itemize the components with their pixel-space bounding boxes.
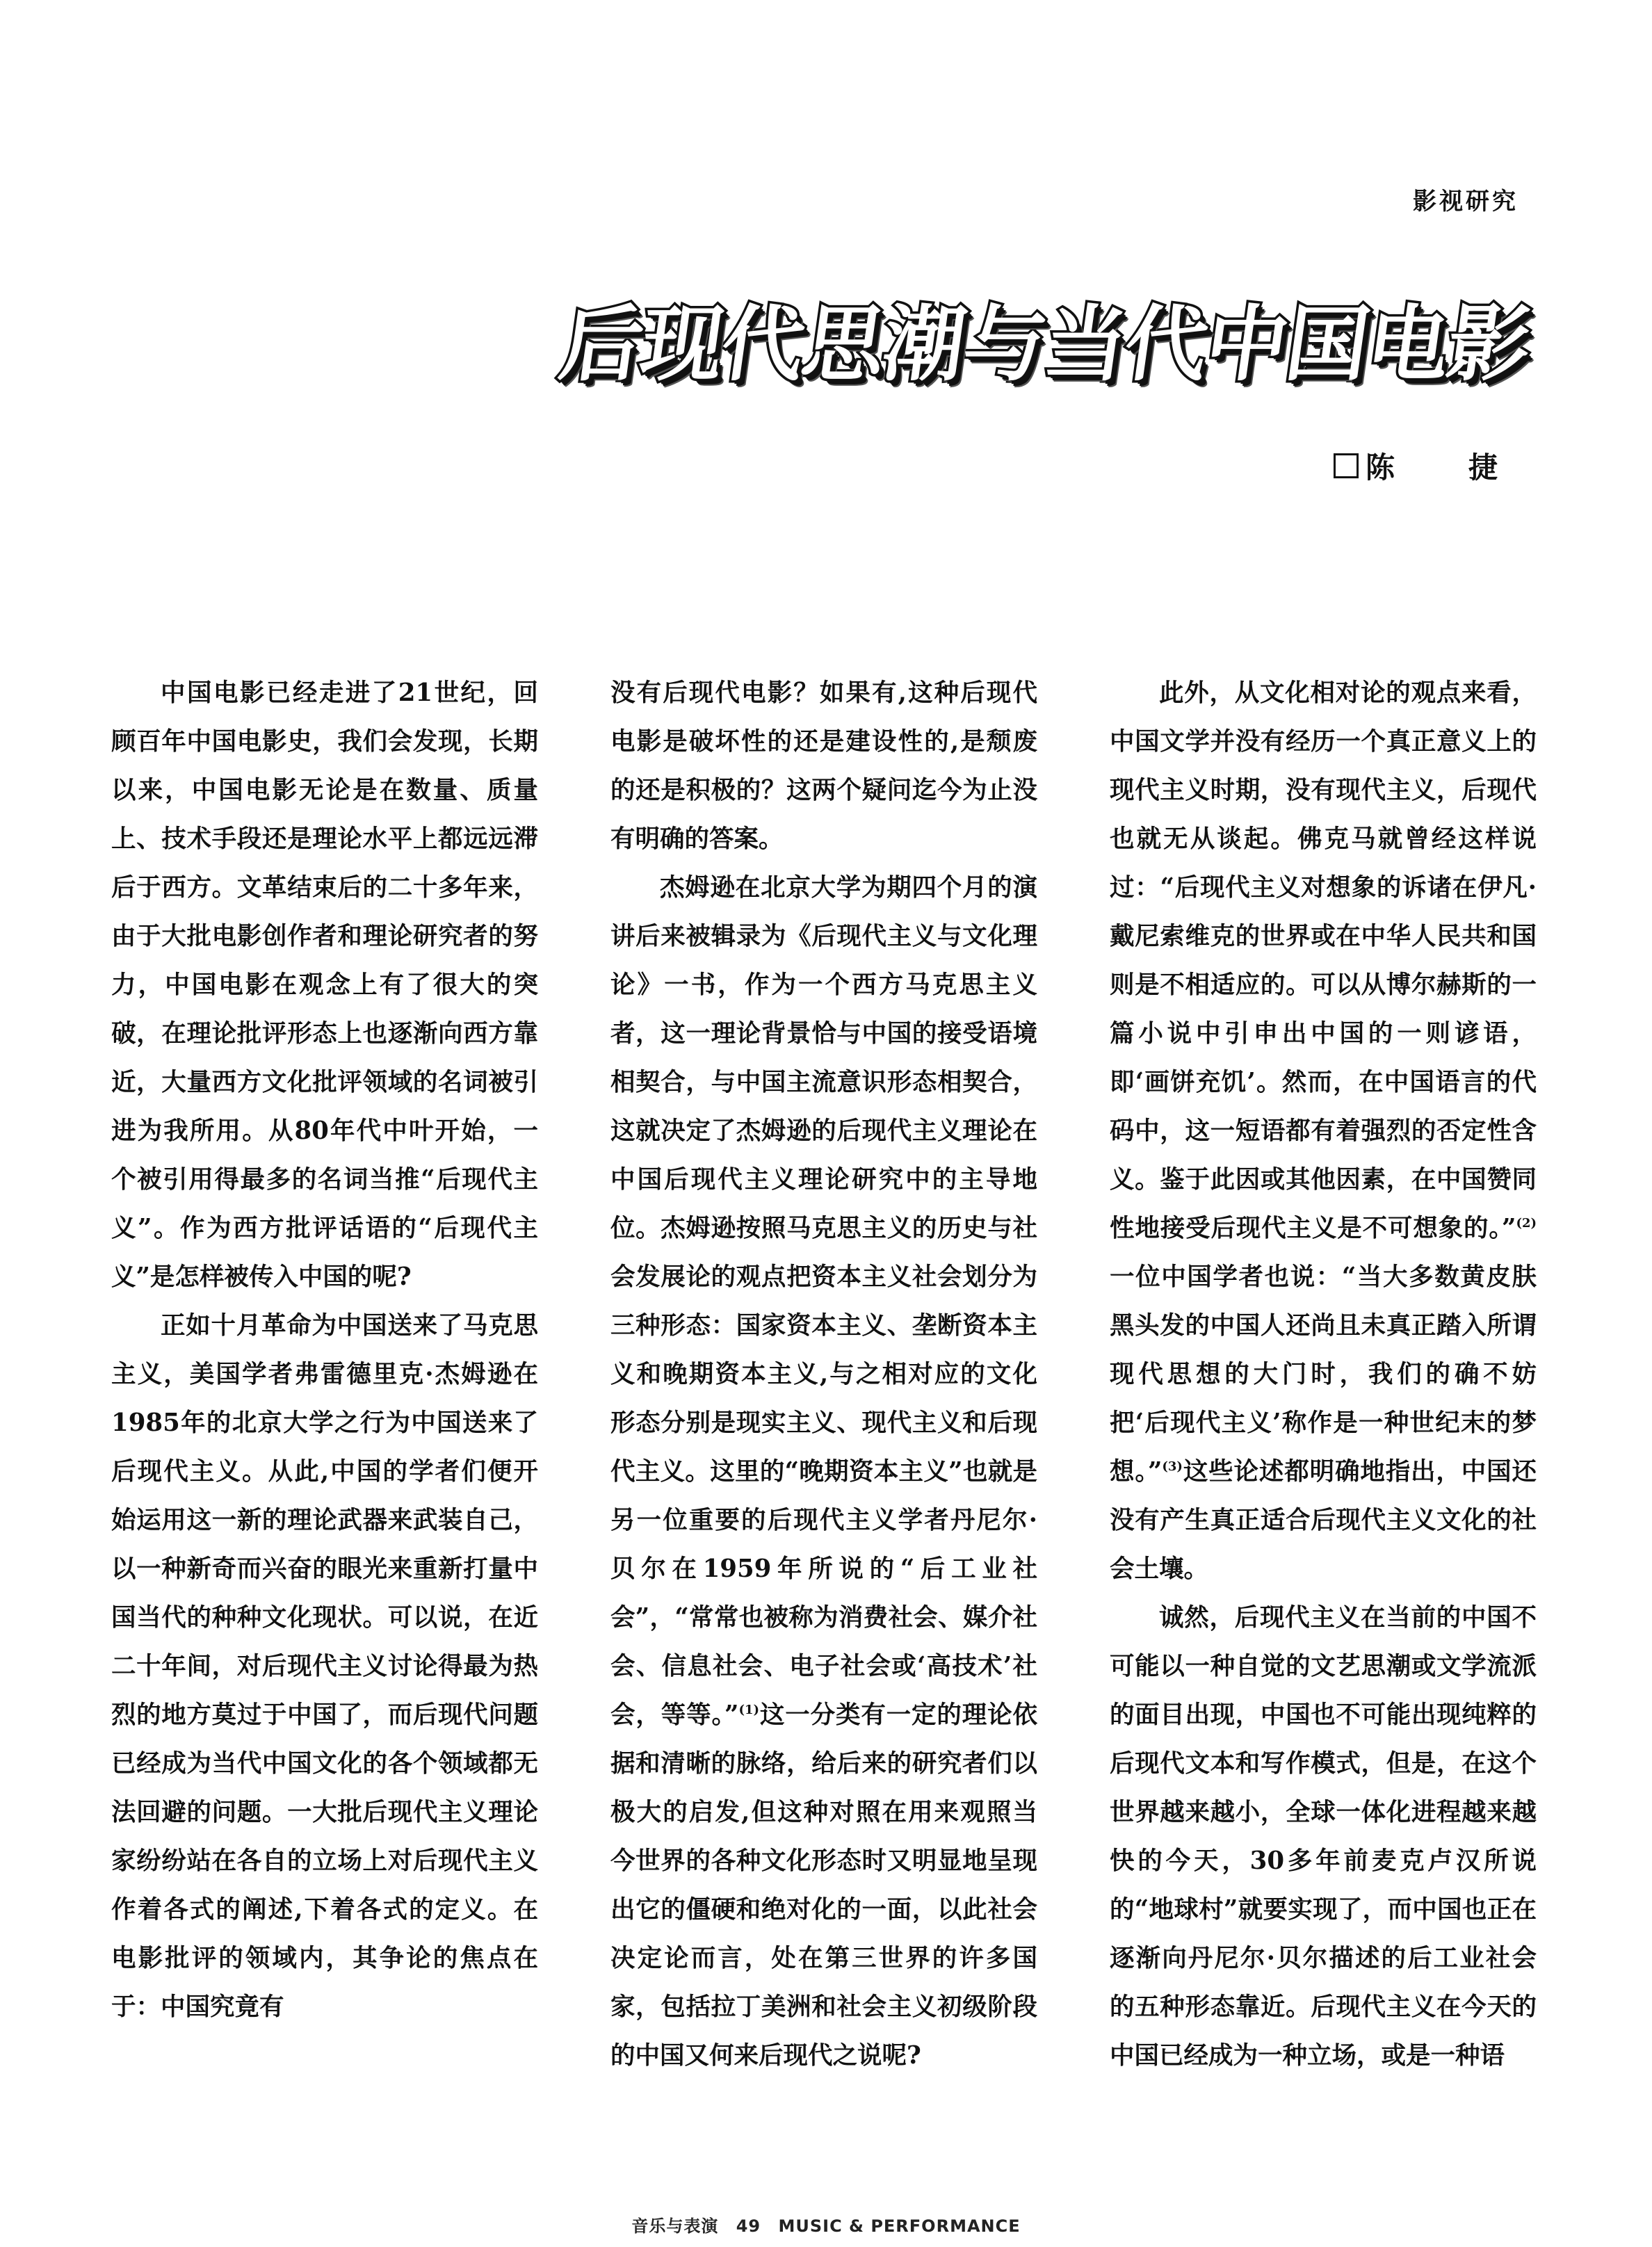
footnote-ref: (3)	[1162, 1459, 1183, 1475]
footnote-ref: (2)	[1516, 1216, 1537, 1231]
paragraph: 中国电影已经走进了21世纪，回顾百年中国电影史，我们会发现，长期以来，中国电影无论是在数量、质量上、技术手段还是理论水平上都远远滞后于西方。文革结束后的二十多年来，由于大批电影创作者和理论研究者的努力，中国电影在观念上有了很大的突破，在理论批评形态上也逐渐向西方靠近，大量西方文化批评领域的名词被引进为我所用。从80年代中叶开始，一个被引用得最多的名词当推“后现代主义”。作为西方批评话语的“后现代主义”是怎样被传入中国的呢?	[111, 679, 538, 1291]
paragraph-text: 这一分类有一定的理论依据和清晰的脉络，给后来的研究者们以极大的启发,但这种对照在用来观照当今世界的各种文化形态时又明显地呈现出它的僵硬和绝对化的一面，以此社会决定论而言，处在第三世界的许多国家，包括拉丁美洲和社会主义初级阶段的中国又何来后现代之说呢?	[610, 1701, 1037, 2070]
column-3	[1110, 669, 1537, 2094]
paragraph-text: 此外，从文化相对论的观点来看，中国文学并没有经历一个真正意义上的现代主义时期，没有现代主义，后现代也就无从谈起。佛克马就曾经这样说过：“后现代主义对想象的诉诸在伊凡·戴尼索维克的世界或在中华人民共和国则是不相适应的。可以从博尔赫斯的一篇小说中引申出中国的一则谚语，即‘画饼充饥’。然而，在中国语言的代码中，这一短语都有着强烈的否定性含义。鉴于此因或其他因素，在中国赞同性地接受后现代主义是不可想象的。”	[1110, 679, 1537, 1242]
paragraph-text: 杰姆逊在北京大学为期四个月的演讲后来被辑录为《后现代主义与文化理论》一书，作为一个西方马克思主义者，这一理论背景恰与中国的接受语境相契合，与中国主流意识形态相契合，这就决定了杰姆逊的后现代主义理论在中国后现代主义理论研究中的主导地位。杰姆逊按照马克思主义的历史与社会发展论的观点把资本主义社会划分为三种形态：国家资本主义、垄断资本主义和晚期资本主义,与之相对应的文化形态分别是现实主义、现代主义和后现代主义。这里的“晚期资本主义”也就是另一位重要的后现代主义学者丹尼尔·贝尔在1959年所说的“后工业社会”，“常常也被称为消费社会、媒介社会、信息社会、电子社会或‘高技术’社会，等等。”	[610, 873, 1037, 1729]
paragraph-text: 一位中国学者也说：“当大多数黄皮肤黑头发的中国人还尚且未真正踏入所谓现代思想的大门时，我们的确不妨把‘后现代主义’称作是一种世纪末的梦想。”	[1110, 1263, 1537, 1486]
section-label: 影视研究	[1413, 188, 1519, 216]
footnote-ref: (1)	[738, 1703, 760, 1718]
paragraph: 正如十月革命为中国送来了马克思主义，美国学者弗雷德里克·杰姆逊在1985年的北京大学之行为中国送来了后现代主义。从此,中国的学者们便开始运用这一新的理论武器来武装自己，以一种新奇而兴奋的眼光来重新打量中国当代的种种文化现状。可以说，在近二十年间，对后现代主义讨论得最为热烈的地方莫过于中国了，而后现代问题已经成为当代中国文化的各个领域都无法回避的问题。一大批后现代主义理论家纷纷站在各自的立场上对后现代主义作着各式的阐述,下着各式的定义。在电影批评的领域内，其争论的焦点在于：中国究竟有	[111, 1311, 538, 2021]
footer-page-number: 49	[736, 2216, 761, 2236]
paragraph-text: 这些论述都明确地指出，中国还没有产生真正适合后现代主义文化的社会土壤。	[1110, 1457, 1537, 1583]
footer-journal-cn: 音乐与表演	[631, 2216, 719, 2236]
article-title: 后现代思潮与当代中国电影	[553, 296, 1536, 392]
article-body	[111, 669, 1537, 2094]
author-box-prefix	[1334, 453, 1359, 478]
paragraph: 诚然，后现代主义在当前的中国不可能以一种自觉的文艺思潮或文学流派的面目出现，中国也不可能出现纯粹的后现代文本和写作模式，但是，在这个世界越来越小，全球一体化进程越来越快的今天，30多年前麦克卢汉所说的“地球村”就要实现了，而中国也正在逐渐向丹尼尔·贝尔描述的后工业社会的五种形态靠近。后现代主义在今天的中国已经成为一种立场，或是一种语	[1110, 1603, 1537, 2070]
footer-journal-en: MUSIC & PERFORMANCE	[778, 2216, 1021, 2236]
author-line	[1334, 445, 1520, 487]
paragraph: 没有后现代电影？如果有,这种后现代电影是破坏性的还是建设性的,是颓废的还是积极的？这两个疑问迄今为止没有明确的答案。	[610, 679, 1037, 853]
column-1	[111, 669, 538, 2094]
column-2	[610, 669, 1037, 2094]
author-name: 陈 捷	[1365, 451, 1520, 485]
paragraph	[1110, 669, 1537, 1593]
page-footer	[0, 2212, 1652, 2237]
paragraph	[610, 863, 1037, 2080]
